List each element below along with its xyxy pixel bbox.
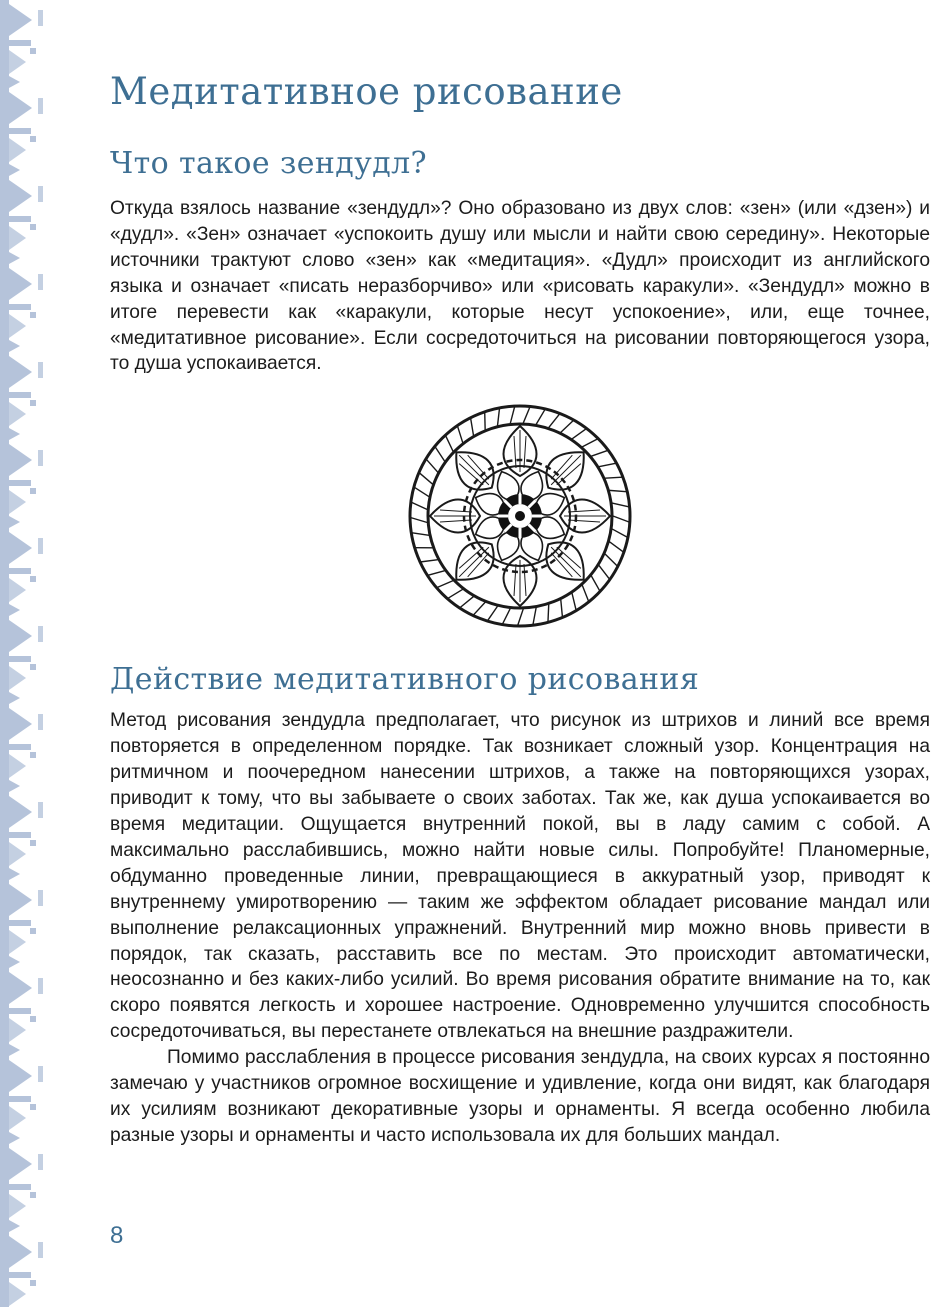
section-heading-effect: Действие медитативного рисования <box>110 662 700 698</box>
page-content <box>110 64 930 1149</box>
section-heading-what-is-zendoodle: Что такое зендудл? <box>110 146 428 181</box>
decorative-border <box>0 0 50 1307</box>
page-title: Медитативное рисование <box>110 70 623 113</box>
section-paragraph: Помимо расслабления в процессе рисования зендудла, на своих курсах я постоянно замечаю у участников огромное восхищение и удивление, когда они видят, как благодаря их усилиям возникают декоративные узоры и орнаменты. Я всегда особенно любила разные узоры и орнаменты и часто использовала их для больших мандал. <box>110 1047 930 1146</box>
mandala-illustration <box>405 401 635 631</box>
section-paragraph: Откуда взялось название «зендудл»? Оно образовано из двух слов: «зен» (или «дзен») и «дудл». «Зен» означает «успокоить душу или мысли и найти свою середину». Некоторые источники трактуют слово «зен» как «медитация». «Дудл» происходит из английского языка и означает «писать неразборчиво» или «рисовать каракули». «Зендудл» можно в итоге перевести как «каракули, которые несут успокоение», или, еще точнее, «медитативное рисование». Если сосредоточиться на рисовании повторяющегося узора, то душа успокаивается. <box>110 198 930 375</box>
section-paragraph: Метод рисования зендудла предполагает, что рисунок из штрихов и линий все время повторяется в определенном порядке. Так возникает сложный узор. Концентрация на ритмичном и поочередном нанесении штрихов, а также на повторяющихся узорах, приводит к тому, что вы забываете о своих заботах. Так же, как душа успокаивается во время медитации. Ощущается внутренний покой, вы в ладу самим с собой. А максимально расслабившись, можно найти новые силы. Попробуйте! Планомерные, обдуманно проведенные линии, превращающиеся в аккуратный узор, приводят к внутреннему умиротворению — таким же эффектом обладает рисование мандал или выполнение релаксационных упражнений. Внутренний мир можно вновь привести в порядок, так сказать, расставить все по местам. Это происходит автоматически, неосознанно и без каких-либо усилий. Во время рисования обратите внимание на то, как скоро появятся легкость и хорошее настроение. Одновременно улучшится способность сосредоточиваться, вы перестанете отвлекаться на внешние раздражители. <box>110 710 930 1043</box>
mandala-figure <box>110 383 930 648</box>
page-number: 8 <box>110 1222 124 1249</box>
